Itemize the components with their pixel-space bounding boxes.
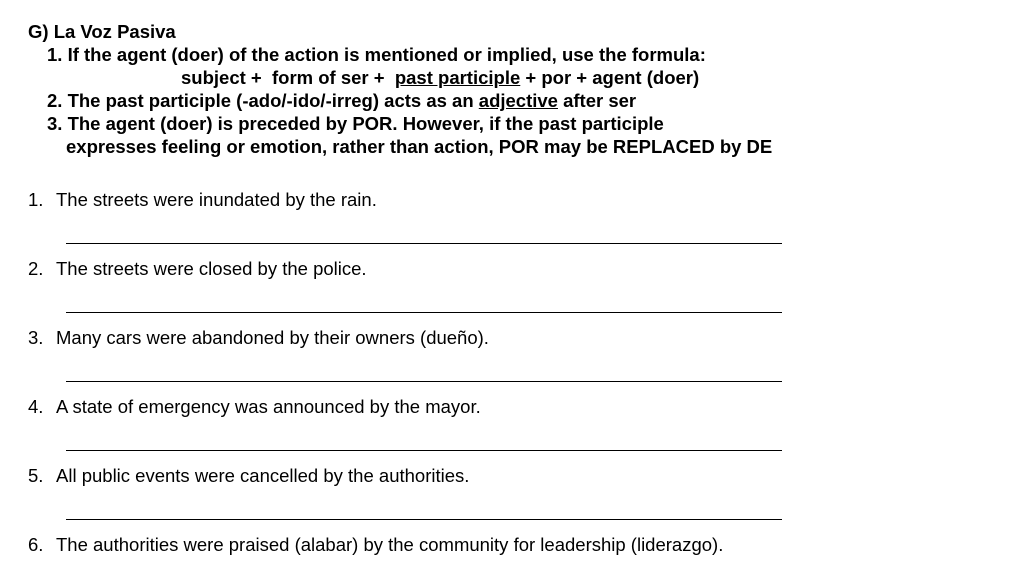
exercise-text: The streets were closed by the police.	[56, 258, 367, 279]
rule-3-number: 3.	[47, 113, 63, 134]
answer-line-3[interactable]	[66, 381, 782, 382]
exercise-number: 1.	[28, 189, 44, 210]
answer-line-5[interactable]	[66, 519, 782, 520]
rule-3-line-1: The agent (doer) is preceded by POR. However, if the past participle	[67, 113, 664, 134]
rule-1-number: 1.	[47, 44, 63, 65]
rule-1-text: If the agent (doer) of the action is mentioned or implied, use the formula:	[67, 44, 706, 65]
answer-line-4[interactable]	[66, 450, 782, 451]
rule-3	[47, 113, 664, 135]
exercise-item-6	[28, 534, 723, 556]
exercise-text: A state of emergency was announced by the mayor.	[56, 396, 481, 417]
exercise-number: 6.	[28, 534, 44, 555]
rule-2-adjective: adjective	[478, 90, 558, 111]
exercise-item-5	[28, 465, 469, 487]
exercise-item-1	[28, 189, 377, 211]
exercise-text: All public events were cancelled by the authorities.	[56, 465, 470, 486]
rule-2	[47, 90, 636, 112]
exercise-number: 3.	[28, 327, 44, 348]
exercise-text: Many cars were abandoned by their owners (dueño).	[56, 327, 489, 348]
exercise-number: 4.	[28, 396, 44, 417]
answer-line-1[interactable]	[66, 243, 782, 244]
answer-line-2[interactable]	[66, 312, 782, 313]
section-title: G) La Voz Pasiva	[28, 21, 176, 42]
rule-2-number: 2.	[47, 90, 63, 111]
exercise-item-4	[28, 396, 481, 418]
exercise-text: The streets were inundated by the rain.	[56, 189, 377, 210]
formula-past-participle: past participle	[394, 67, 521, 88]
formula-part-1: subject + form of ser +	[181, 67, 395, 88]
rule-3-continuation: expresses feeling or emotion, rather than action, POR may be REPLACED by DE	[66, 136, 773, 157]
exercise-number: 5.	[28, 465, 44, 486]
exercise-item-2	[28, 258, 367, 280]
rule-1	[47, 44, 706, 66]
rule-2-pre: The past participle (-ado/-ido/-irreg) acts as an	[67, 90, 479, 111]
exercise-item-3	[28, 327, 489, 349]
formula-line	[181, 67, 699, 89]
rule-2-post: after ser	[557, 90, 637, 111]
formula-part-2: + por + agent (doer)	[520, 67, 700, 88]
exercise-text: The authorities were praised (alabar) by the community for leadership (liderazgo).	[56, 534, 724, 555]
exercise-number: 2.	[28, 258, 44, 279]
rule-2-text	[68, 90, 637, 111]
